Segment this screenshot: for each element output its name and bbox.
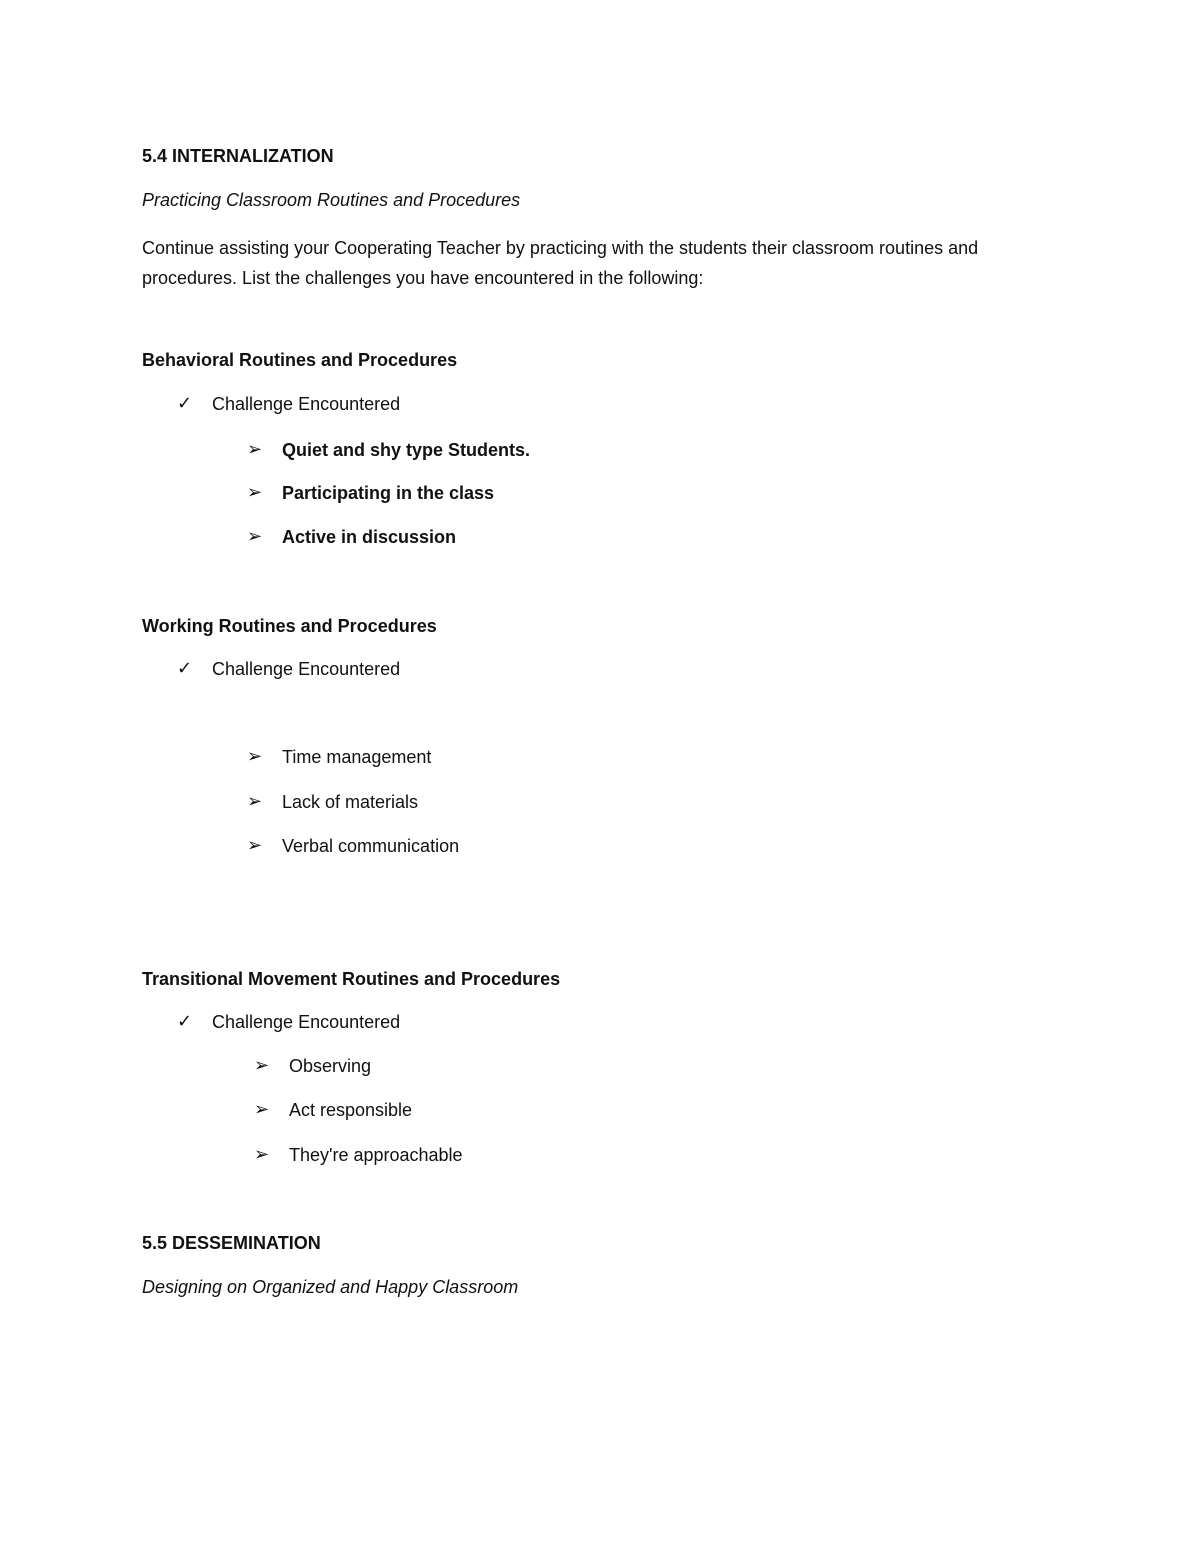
behavioral-challenge-label: Challenge Encountered [212,394,401,414]
arrow-bullet-icon: ➢ [247,746,263,767]
check-mark-icon: ✓ [177,393,193,414]
working-challenge-label: Challenge Encountered [212,659,401,679]
list-item: Time management [282,747,432,767]
check-mark-icon: ✓ [177,1011,193,1032]
check-mark-icon: ✓ [177,658,193,679]
list-item: Quiet and shy type Students. [282,440,531,460]
working-section-title: Working Routines and Procedures [142,616,437,636]
transitional-section-title: Transitional Movement Routines and Procedures [142,969,561,989]
arrow-bullet-icon: ➢ [247,791,263,812]
instructions-paragraph: Continue assisting your Cooperating Teacher by practicing with the students their classroom routines and procedures. List the challenges you have encountered in the following: [142,238,979,288]
arrow-bullet-icon: ➢ [247,835,263,856]
arrow-bullet-icon: ➢ [254,1144,270,1165]
transitional-challenge-label: Challenge Encountered [212,1012,401,1032]
list-item: Participating in the class [282,483,495,503]
arrow-bullet-icon: ➢ [254,1055,270,1076]
behavioral-section-title: Behavioral Routines and Procedures [142,350,458,370]
list-item: Act responsible [289,1100,413,1120]
section-heading-internalization: 5.4 INTERNALIZATION [142,146,334,166]
list-item: They're approachable [289,1145,463,1165]
arrow-bullet-icon: ➢ [247,482,263,503]
arrow-bullet-icon: ➢ [247,439,263,460]
section-subheading-routines: Practicing Classroom Routines and Procedures [142,190,521,210]
list-item: Active in discussion [282,527,457,547]
arrow-bullet-icon: ➢ [254,1099,270,1120]
list-item: Verbal communication [282,836,460,856]
section-subheading-classroom: Designing on Organized and Happy Classroom [142,1277,519,1297]
list-item: Lack of materials [282,792,419,812]
arrow-bullet-icon: ➢ [247,526,263,547]
section-heading-dessemination: 5.5 DESSEMINATION [142,1233,321,1253]
list-item: Observing [289,1056,372,1076]
